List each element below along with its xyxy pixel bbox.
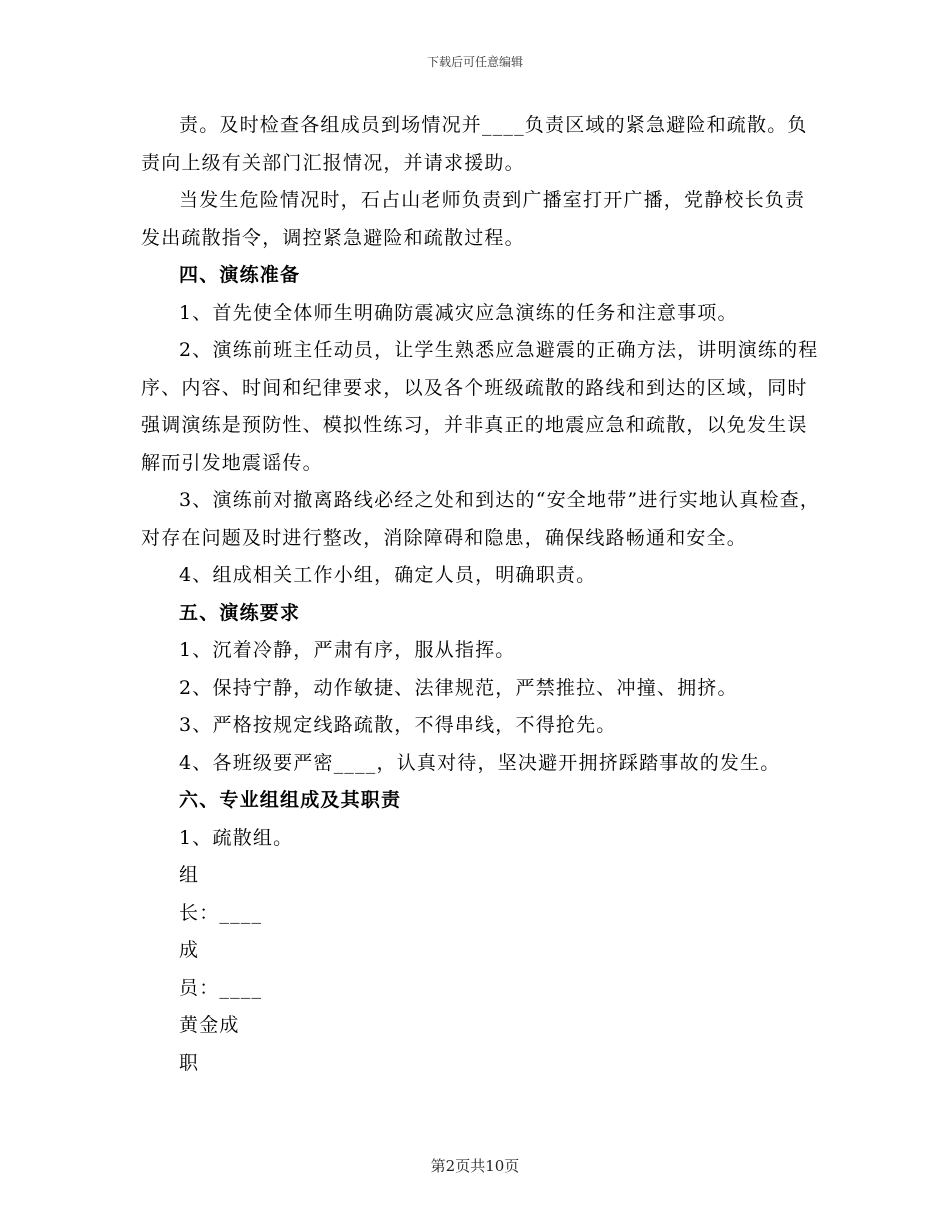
prep-item-3: 3、演练前对撤离路线必经之处和到达的“安全地带”进行实地认真检查，对存在问题及时进行整改，消除障碍和隐患，确保线路畅通和安全。 bbox=[141, 489, 821, 549]
requirement-item-1: 1、沉着冷静，严肃有序，服从指挥。 bbox=[179, 639, 516, 661]
section-heading-drill-requirements: 五、演练要求 bbox=[179, 601, 301, 624]
page-header: 下载后可任意编辑 bbox=[426, 55, 523, 69]
paragraph-responsibility: 责。及时检查各组成员到场情况并____负责区域的紧急避险和疏散。负责向上级有关部门汇报情况，并请求援助。 bbox=[141, 114, 808, 174]
section-heading-professional-groups: 六、专业组组成及其职责 bbox=[179, 789, 402, 811]
prep-item-1: 1、首先使全体师生明确防震减灾应急演练的任务和注意事项。 bbox=[179, 301, 738, 324]
group-line-members: 员：____ bbox=[179, 976, 263, 999]
prep-item-4: 4、组成相关工作小组，确定人员，明确职责。 bbox=[179, 564, 597, 586]
requirement-item-3: 3、严格按规定线路疏散，不得串线，不得抢先。 bbox=[179, 714, 617, 736]
prep-item-2: 2、演练前班主任动员，让学生熟悉应急避震的正确方法，讲明演练的程序、内容、时间和纪律要求，以及各个班级疏散的路线和到达的区域，同时强调演练是预防性、模拟性练习，并非真正的地震应急和疏散，以免发生误解而引发地震谣传。 bbox=[141, 339, 819, 474]
section-heading-drill-prep: 四、演练准备 bbox=[179, 264, 301, 286]
paragraph-danger-broadcast: 当发生危险情况时，石占山老师负责到广播室打开广播，党静校长负责发出疏散指令，调控紧急避险和疏散过程。 bbox=[141, 189, 806, 249]
requirement-item-2: 2、保持宁静，动作敏捷、法律规范，严禁推拉、冲撞、拥挤。 bbox=[179, 676, 738, 699]
group-line-leader: 长：____ bbox=[179, 901, 263, 924]
group-line-cheng: 成 bbox=[179, 939, 200, 961]
group-line-duty: 职 bbox=[179, 1051, 200, 1074]
page-footer: 第2页共10页 bbox=[430, 1157, 520, 1175]
document-body bbox=[141, 107, 821, 1082]
group-item-evacuation: 1、疏散组。 bbox=[179, 826, 294, 849]
group-line-member-name: 黄金成 bbox=[179, 1014, 240, 1036]
requirement-item-4: 4、各班级要严密____，认真对待，坚决避开拥挤踩踏事故的发生。 bbox=[179, 751, 781, 774]
group-line-zu: 组 bbox=[179, 864, 200, 886]
